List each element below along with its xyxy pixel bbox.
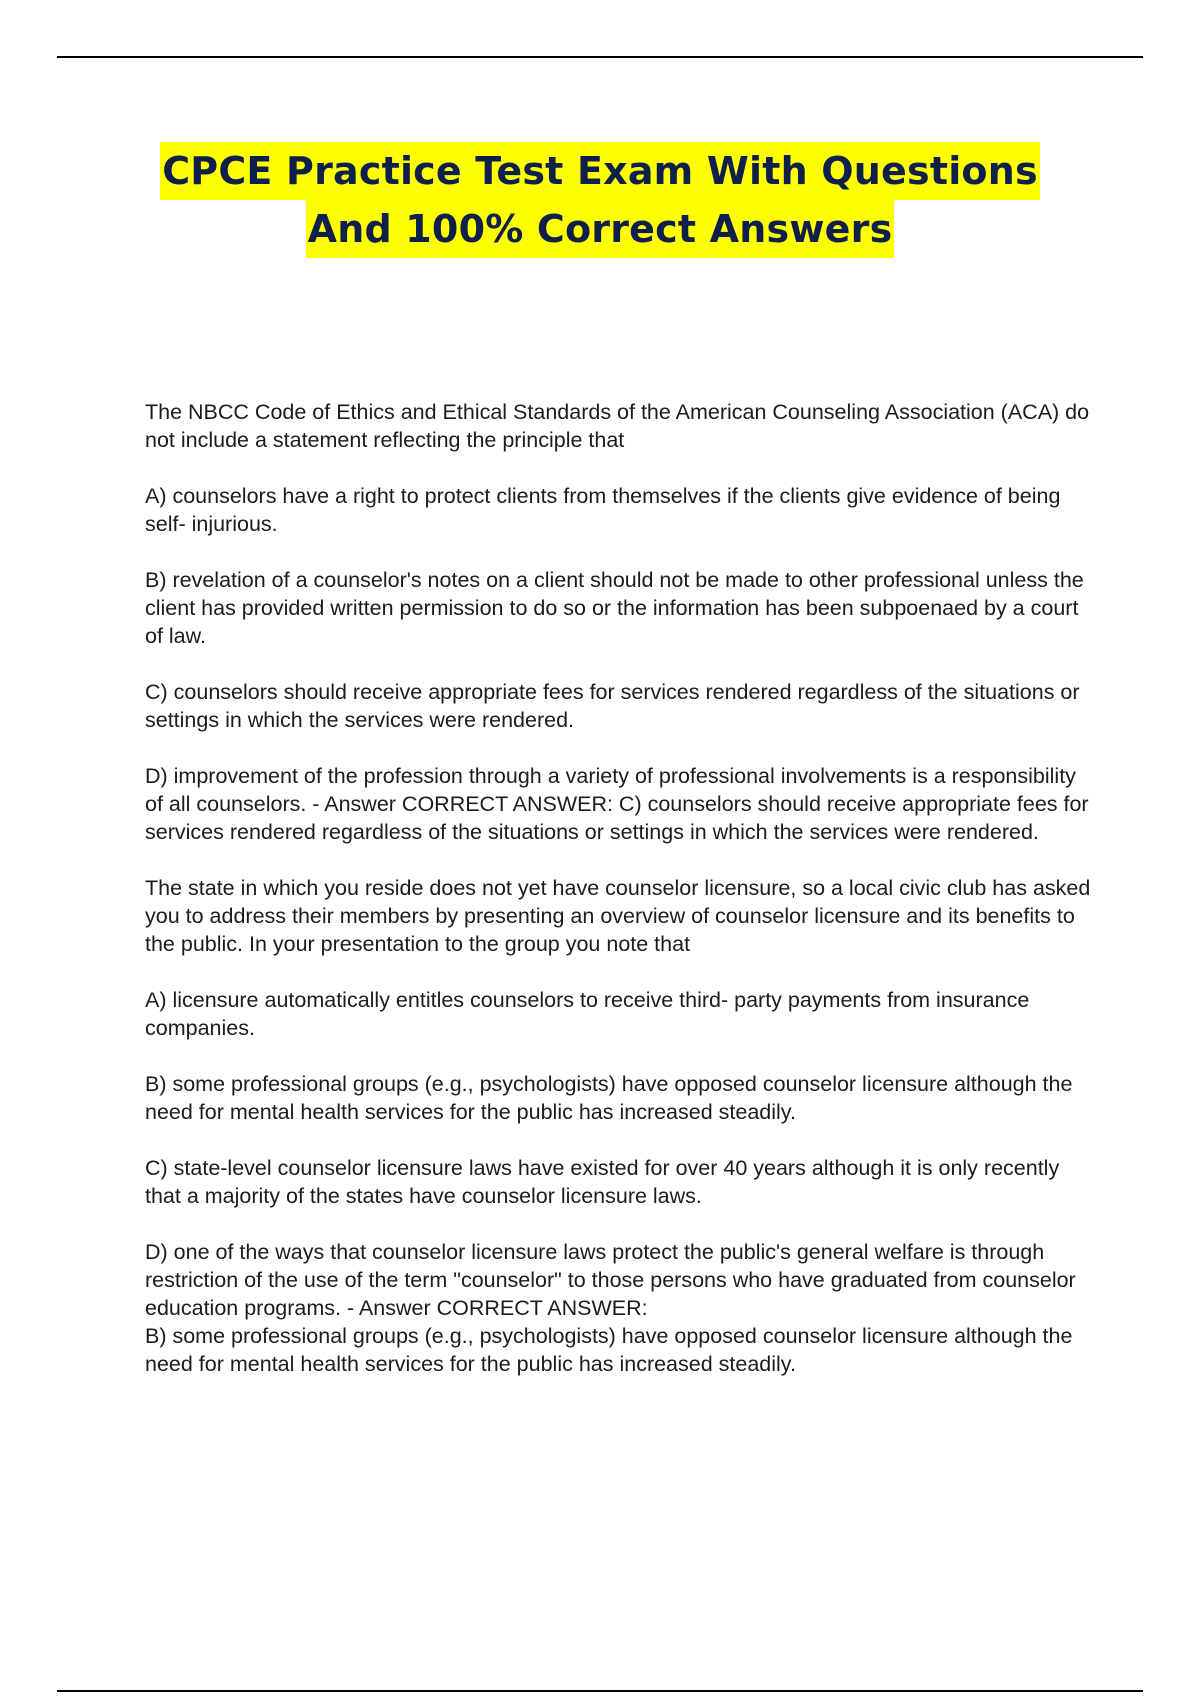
question-1-option-c: C) counselors should receive appropriate fees for services rendered regardless of the situations or settings in which the services were rendered. — [145, 680, 1080, 732]
title-line-2: And 100% Correct Answers — [306, 200, 895, 258]
question-1-option-a: A) counselors have a right to protect clients from themselves if the clients give evidence of being self- injurious. — [145, 484, 1061, 536]
question-1-stem: The NBCC Code of Ethics and Ethical Standards of the American Counseling Association (ACA) do not include a statement reflecting the principle that — [145, 400, 1090, 452]
question-2-stem: The state in which you reside does not yet have counselor licensure, so a local civic club has asked you to address their members by presenting an overview of counselor licensure and its benefits to the public. In your presentation to the group you note that — [145, 876, 1091, 956]
title-line-1: CPCE Practice Test Exam With Questions — [160, 142, 1040, 200]
question-2 — [145, 874, 1095, 1378]
top-rule — [57, 56, 1143, 58]
question-2-answer: B) some professional groups (e.g., psychologists) have opposed counselor licensure although the need for mental health services for the public has increased steadily. — [145, 1324, 1073, 1376]
question-1-option-b: B) revelation of a counselor's notes on a client should not be made to other professional unless the client has provided written permission to do so or the information has been subpoenaed by a court of law. — [145, 568, 1084, 648]
question-2-option-d-answer: D) one of the ways that counselor licensure laws protect the public's general welfare is through restriction of the use of the term "counselor" to those persons who have graduated from counselor education programs. - Answer CORRECT ANSWER: — [145, 1240, 1076, 1320]
question-2-option-b: B) some professional groups (e.g., psychologists) have opposed counselor licensure although the need for mental health services for the public has increased steadily. — [145, 1072, 1073, 1124]
question-2-option-c: C) state-level counselor licensure laws have existed for over 40 years although it is only recently that a majority of the states have counselor licensure laws. — [145, 1156, 1060, 1208]
question-2-option-a: A) licensure automatically entitles counselors to receive third- party payments from insurance companies. — [145, 988, 1030, 1040]
document-title — [0, 142, 1200, 258]
question-1 — [145, 398, 1095, 846]
question-1-option-d-answer: D) improvement of the profession through a variety of professional involvements is a responsibility of all counselors. - Answer CORRECT ANSWER: C) counselors should receive appropriate fees for services rendered regardless of the situations or settings in which the services were rendered. — [145, 764, 1089, 844]
document-body — [145, 398, 1095, 1378]
bottom-rule — [57, 1690, 1143, 1692]
